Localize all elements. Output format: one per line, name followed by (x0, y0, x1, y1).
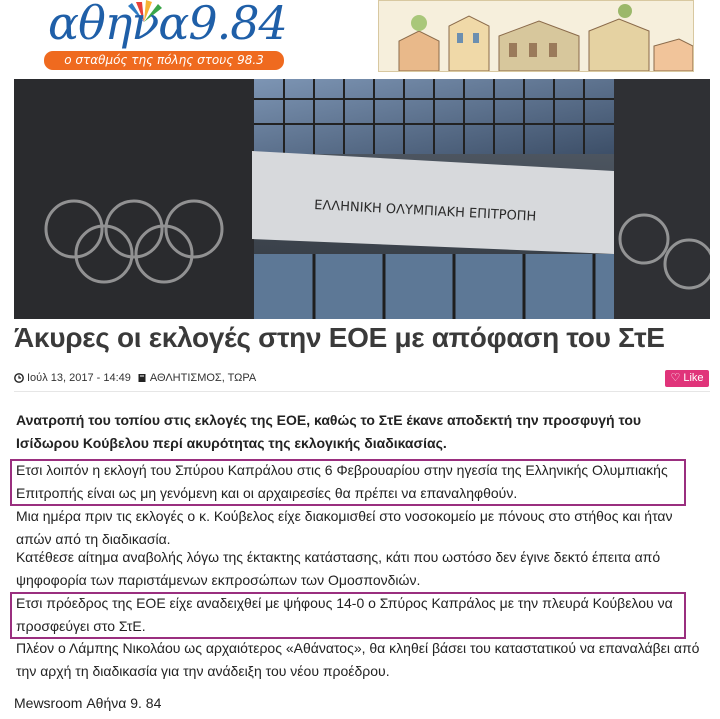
like-button[interactable] (665, 370, 709, 387)
logo-wordmark: αθηνα9.84 (48, 0, 287, 50)
article-paragraph: Κατέθεσε αίτημα αναβολής λόγω της έκτακτης κατάστασης, κάτι που ωστόσο δεν έγινε δεκτό έπειτα από ψηφοφορία των παριστάμενων εκπροσώπων των Ομοσπονδιών. (16, 549, 661, 588)
article-meta (14, 372, 256, 384)
article-title: Άκυρες οι εκλογές στην ΕΟΕ με απόφαση του ΣτΕ (14, 322, 665, 353)
article-byline: Mewsroom Αθήνα 9. 84 (14, 695, 162, 711)
article-lead: Ανατροπή του τοπίου στις εκλογές της ΕΟΕ, καθώς το ΣτΕ έκανε αποδεκτή την προσφυγή του Ισίδωρου Κούβελου περί ακυρότητας της εκλογικής διαδικασίας. (16, 412, 642, 451)
site-logo[interactable] (44, 0, 287, 72)
book-icon (137, 373, 147, 383)
site-header (0, 0, 720, 75)
like-label: Like (683, 372, 704, 384)
logo-tagline: ο σταθμός της πόλης στους 98.3 (44, 51, 284, 70)
article-hero-image (14, 79, 710, 319)
article-paragraph: Ετσι λοιπόν η εκλογή του Σπύρου Καπράλου στις 6 Φεβρουαρίου στην ηγεσία της Ελληνικής Ολυμπιακής Επιτροπής είναι ως μη γενόμενη και οι αρχαιρεσίες θα πρέπει να επαναληφθούν. (16, 462, 668, 501)
meta-divider (14, 391, 710, 392)
clock-icon (14, 373, 24, 383)
header-banner-illustration[interactable] (378, 0, 694, 72)
article-date: Ιούλ 13, 2017 - 14:49 (27, 372, 131, 384)
article-paragraph: Πλέον ο Λάμπης Νικολάου ως αρχαιότερος «Αθάνατος», θα κληθεί βάσει του καταστατικού να επαναλάβει από την αρχή τη διαδικασία για την ανάδειξη του νέου προέδρου. (16, 640, 700, 679)
article-paragraph: Μια ημέρα πριν τις εκλογές ο κ. Κούβελος είχε διακομισθεί στο νοσοκομείο με πόνους στο στήθος και ήταν απών από τη διαδικασία. (16, 508, 673, 547)
article-paragraph: Ετσι πρόεδρος της ΕΟΕ είχε αναδειχθεί με ψήφους 14-0 ο Σπύρος Καπράλος με την πλευρά Κούβελου να προσφεύγει στο ΣτΕ. (16, 595, 673, 634)
heart-icon: ♡ (670, 372, 681, 384)
article-categories[interactable]: ΑΘΛΗΤΙΣΜΟΣ, ΤΩΡΑ (149, 372, 257, 384)
hero-facade-sign: ΕΛΛΗΝΙΚΗ ΟΛΥΜΠΙΑΚΗ ΕΠΙΤΡΟΠΗ (313, 198, 537, 225)
